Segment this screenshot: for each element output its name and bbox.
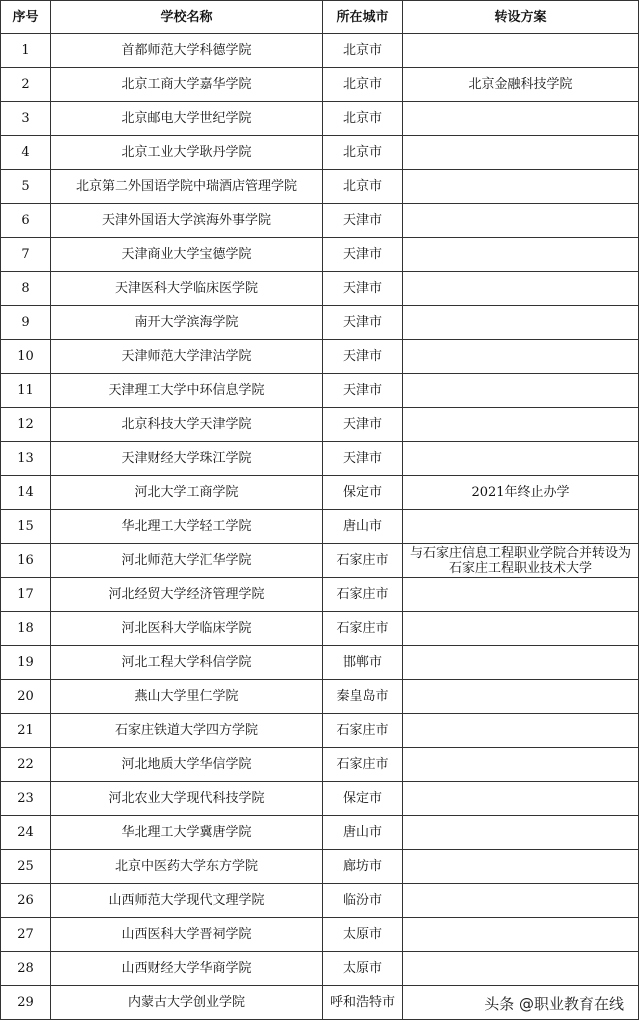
cell-school: 天津商业大学宝德学院	[51, 238, 323, 272]
cell-city: 呼和浩特市	[323, 986, 403, 1020]
table-row	[1, 680, 639, 714]
cell-plan	[403, 714, 639, 748]
cell-no: 22	[1, 748, 51, 782]
cell-no: 3	[1, 102, 51, 136]
cell-plan	[403, 170, 639, 204]
cell-city: 天津市	[323, 204, 403, 238]
table-row	[1, 306, 639, 340]
table-row	[1, 238, 639, 272]
cell-no: 11	[1, 374, 51, 408]
cell-school: 天津理工大学中环信息学院	[51, 374, 323, 408]
cell-no: 6	[1, 204, 51, 238]
cell-plan	[403, 748, 639, 782]
cell-school: 天津财经大学珠江学院	[51, 442, 323, 476]
cell-no: 8	[1, 272, 51, 306]
cell-plan	[403, 102, 639, 136]
table-row	[1, 476, 639, 510]
cell-no: 13	[1, 442, 51, 476]
table-row	[1, 442, 639, 476]
cell-no: 9	[1, 306, 51, 340]
cell-no: 12	[1, 408, 51, 442]
header-school: 学校名称	[51, 1, 323, 34]
cell-no: 21	[1, 714, 51, 748]
cell-no: 17	[1, 578, 51, 612]
cell-city: 唐山市	[323, 510, 403, 544]
cell-city: 秦皇岛市	[323, 680, 403, 714]
cell-no: 27	[1, 918, 51, 952]
cell-no: 2	[1, 68, 51, 102]
cell-city: 天津市	[323, 442, 403, 476]
table-row	[1, 850, 639, 884]
cell-plan	[403, 306, 639, 340]
cell-school: 河北工程大学科信学院	[51, 646, 323, 680]
cell-plan	[403, 34, 639, 68]
cell-school: 河北地质大学华信学院	[51, 748, 323, 782]
cell-plan	[403, 408, 639, 442]
cell-no: 20	[1, 680, 51, 714]
table-row	[1, 646, 639, 680]
cell-school: 河北经贸大学经济管理学院	[51, 578, 323, 612]
cell-city: 石家庄市	[323, 612, 403, 646]
table-row	[1, 612, 639, 646]
cell-no: 29	[1, 986, 51, 1020]
cell-school: 北京科技大学天津学院	[51, 408, 323, 442]
cell-plan	[403, 510, 639, 544]
table-row	[1, 272, 639, 306]
cell-no: 28	[1, 952, 51, 986]
cell-city: 石家庄市	[323, 714, 403, 748]
table-row	[1, 68, 639, 102]
cell-school: 河北大学工商学院	[51, 476, 323, 510]
cell-school: 南开大学滨海学院	[51, 306, 323, 340]
table-row	[1, 884, 639, 918]
table-row	[1, 408, 639, 442]
cell-plan	[403, 782, 639, 816]
table-row	[1, 102, 639, 136]
cell-city: 唐山市	[323, 816, 403, 850]
cell-plan	[403, 374, 639, 408]
cell-school: 石家庄铁道大学四方学院	[51, 714, 323, 748]
cell-no: 18	[1, 612, 51, 646]
cell-school: 天津医科大学临床医学院	[51, 272, 323, 306]
table-row	[1, 918, 639, 952]
cell-city: 北京市	[323, 102, 403, 136]
cell-plan	[403, 238, 639, 272]
cell-city: 石家庄市	[323, 748, 403, 782]
table-row	[1, 204, 639, 238]
table-row	[1, 510, 639, 544]
cell-city: 北京市	[323, 68, 403, 102]
header-no: 序号	[1, 1, 51, 34]
cell-city: 太原市	[323, 918, 403, 952]
cell-no: 25	[1, 850, 51, 884]
cell-city: 天津市	[323, 238, 403, 272]
cell-plan	[403, 340, 639, 374]
cell-school: 首都师范大学科德学院	[51, 34, 323, 68]
table-row	[1, 816, 639, 850]
table-row	[1, 782, 639, 816]
table-row	[1, 374, 639, 408]
cell-no: 15	[1, 510, 51, 544]
cell-city: 天津市	[323, 340, 403, 374]
cell-city: 北京市	[323, 136, 403, 170]
cell-no: 5	[1, 170, 51, 204]
cell-plan: 北京金融科技学院	[403, 68, 639, 102]
cell-city: 北京市	[323, 170, 403, 204]
table-row	[1, 136, 639, 170]
cell-school: 北京第二外国语学院中瑞酒店管理学院	[51, 170, 323, 204]
cell-city: 廊坊市	[323, 850, 403, 884]
cell-school: 北京工商大学嘉华学院	[51, 68, 323, 102]
cell-city: 天津市	[323, 306, 403, 340]
cell-city: 石家庄市	[323, 544, 403, 578]
cell-school: 河北医科大学临床学院	[51, 612, 323, 646]
cell-school: 内蒙古大学创业学院	[51, 986, 323, 1020]
cell-school: 北京中医药大学东方学院	[51, 850, 323, 884]
cell-school: 天津外国语大学滨海外事学院	[51, 204, 323, 238]
cell-no: 1	[1, 34, 51, 68]
cell-city: 临汾市	[323, 884, 403, 918]
cell-plan	[403, 816, 639, 850]
cell-no: 16	[1, 544, 51, 578]
cell-school: 河北农业大学现代科技学院	[51, 782, 323, 816]
watermark: 头条 @职业教育在线	[484, 995, 624, 1013]
cell-plan	[403, 578, 639, 612]
cell-city: 保定市	[323, 782, 403, 816]
cell-plan	[403, 952, 639, 986]
table-row	[1, 170, 639, 204]
cell-school: 山西财经大学华商学院	[51, 952, 323, 986]
cell-city: 北京市	[323, 34, 403, 68]
table-row	[1, 952, 639, 986]
cell-school: 山西医科大学晋祠学院	[51, 918, 323, 952]
cell-city: 邯郸市	[323, 646, 403, 680]
cell-no: 14	[1, 476, 51, 510]
cell-city: 石家庄市	[323, 578, 403, 612]
cell-school: 天津师范大学津沽学院	[51, 340, 323, 374]
cell-no: 4	[1, 136, 51, 170]
cell-plan	[403, 850, 639, 884]
table-row	[1, 578, 639, 612]
cell-plan	[403, 272, 639, 306]
table-row	[1, 714, 639, 748]
cell-no: 7	[1, 238, 51, 272]
cell-school: 燕山大学里仁学院	[51, 680, 323, 714]
cell-school: 河北师范大学汇华学院	[51, 544, 323, 578]
cell-plan	[403, 680, 639, 714]
cell-school: 华北理工大学轻工学院	[51, 510, 323, 544]
cell-city: 太原市	[323, 952, 403, 986]
cell-no: 23	[1, 782, 51, 816]
cell-plan	[403, 136, 639, 170]
cell-city: 天津市	[323, 272, 403, 306]
cell-city: 保定市	[323, 476, 403, 510]
cell-school: 北京工业大学耿丹学院	[51, 136, 323, 170]
cell-plan	[403, 918, 639, 952]
table-row	[1, 544, 639, 578]
cell-plan: 与石家庄信息工程职业学院合并转设为石家庄工程职业技术大学	[403, 544, 639, 578]
cell-plan	[403, 442, 639, 476]
cell-no: 26	[1, 884, 51, 918]
cell-city: 天津市	[323, 408, 403, 442]
header-city: 所在城市	[323, 1, 403, 34]
table-row	[1, 34, 639, 68]
table-row	[1, 748, 639, 782]
table-row	[1, 340, 639, 374]
cell-plan	[403, 646, 639, 680]
cell-plan	[403, 612, 639, 646]
cell-plan	[403, 204, 639, 238]
cell-no: 10	[1, 340, 51, 374]
cell-school: 山西师范大学现代文理学院	[51, 884, 323, 918]
header-plan: 转设方案	[403, 1, 639, 34]
table-body	[1, 34, 639, 1020]
cell-no: 19	[1, 646, 51, 680]
cell-city: 天津市	[323, 374, 403, 408]
cell-plan	[403, 884, 639, 918]
cell-school: 北京邮电大学世纪学院	[51, 102, 323, 136]
cell-school: 华北理工大学冀唐学院	[51, 816, 323, 850]
header-row	[1, 1, 639, 34]
cell-plan: 2021年终止办学	[403, 476, 639, 510]
cell-no: 24	[1, 816, 51, 850]
